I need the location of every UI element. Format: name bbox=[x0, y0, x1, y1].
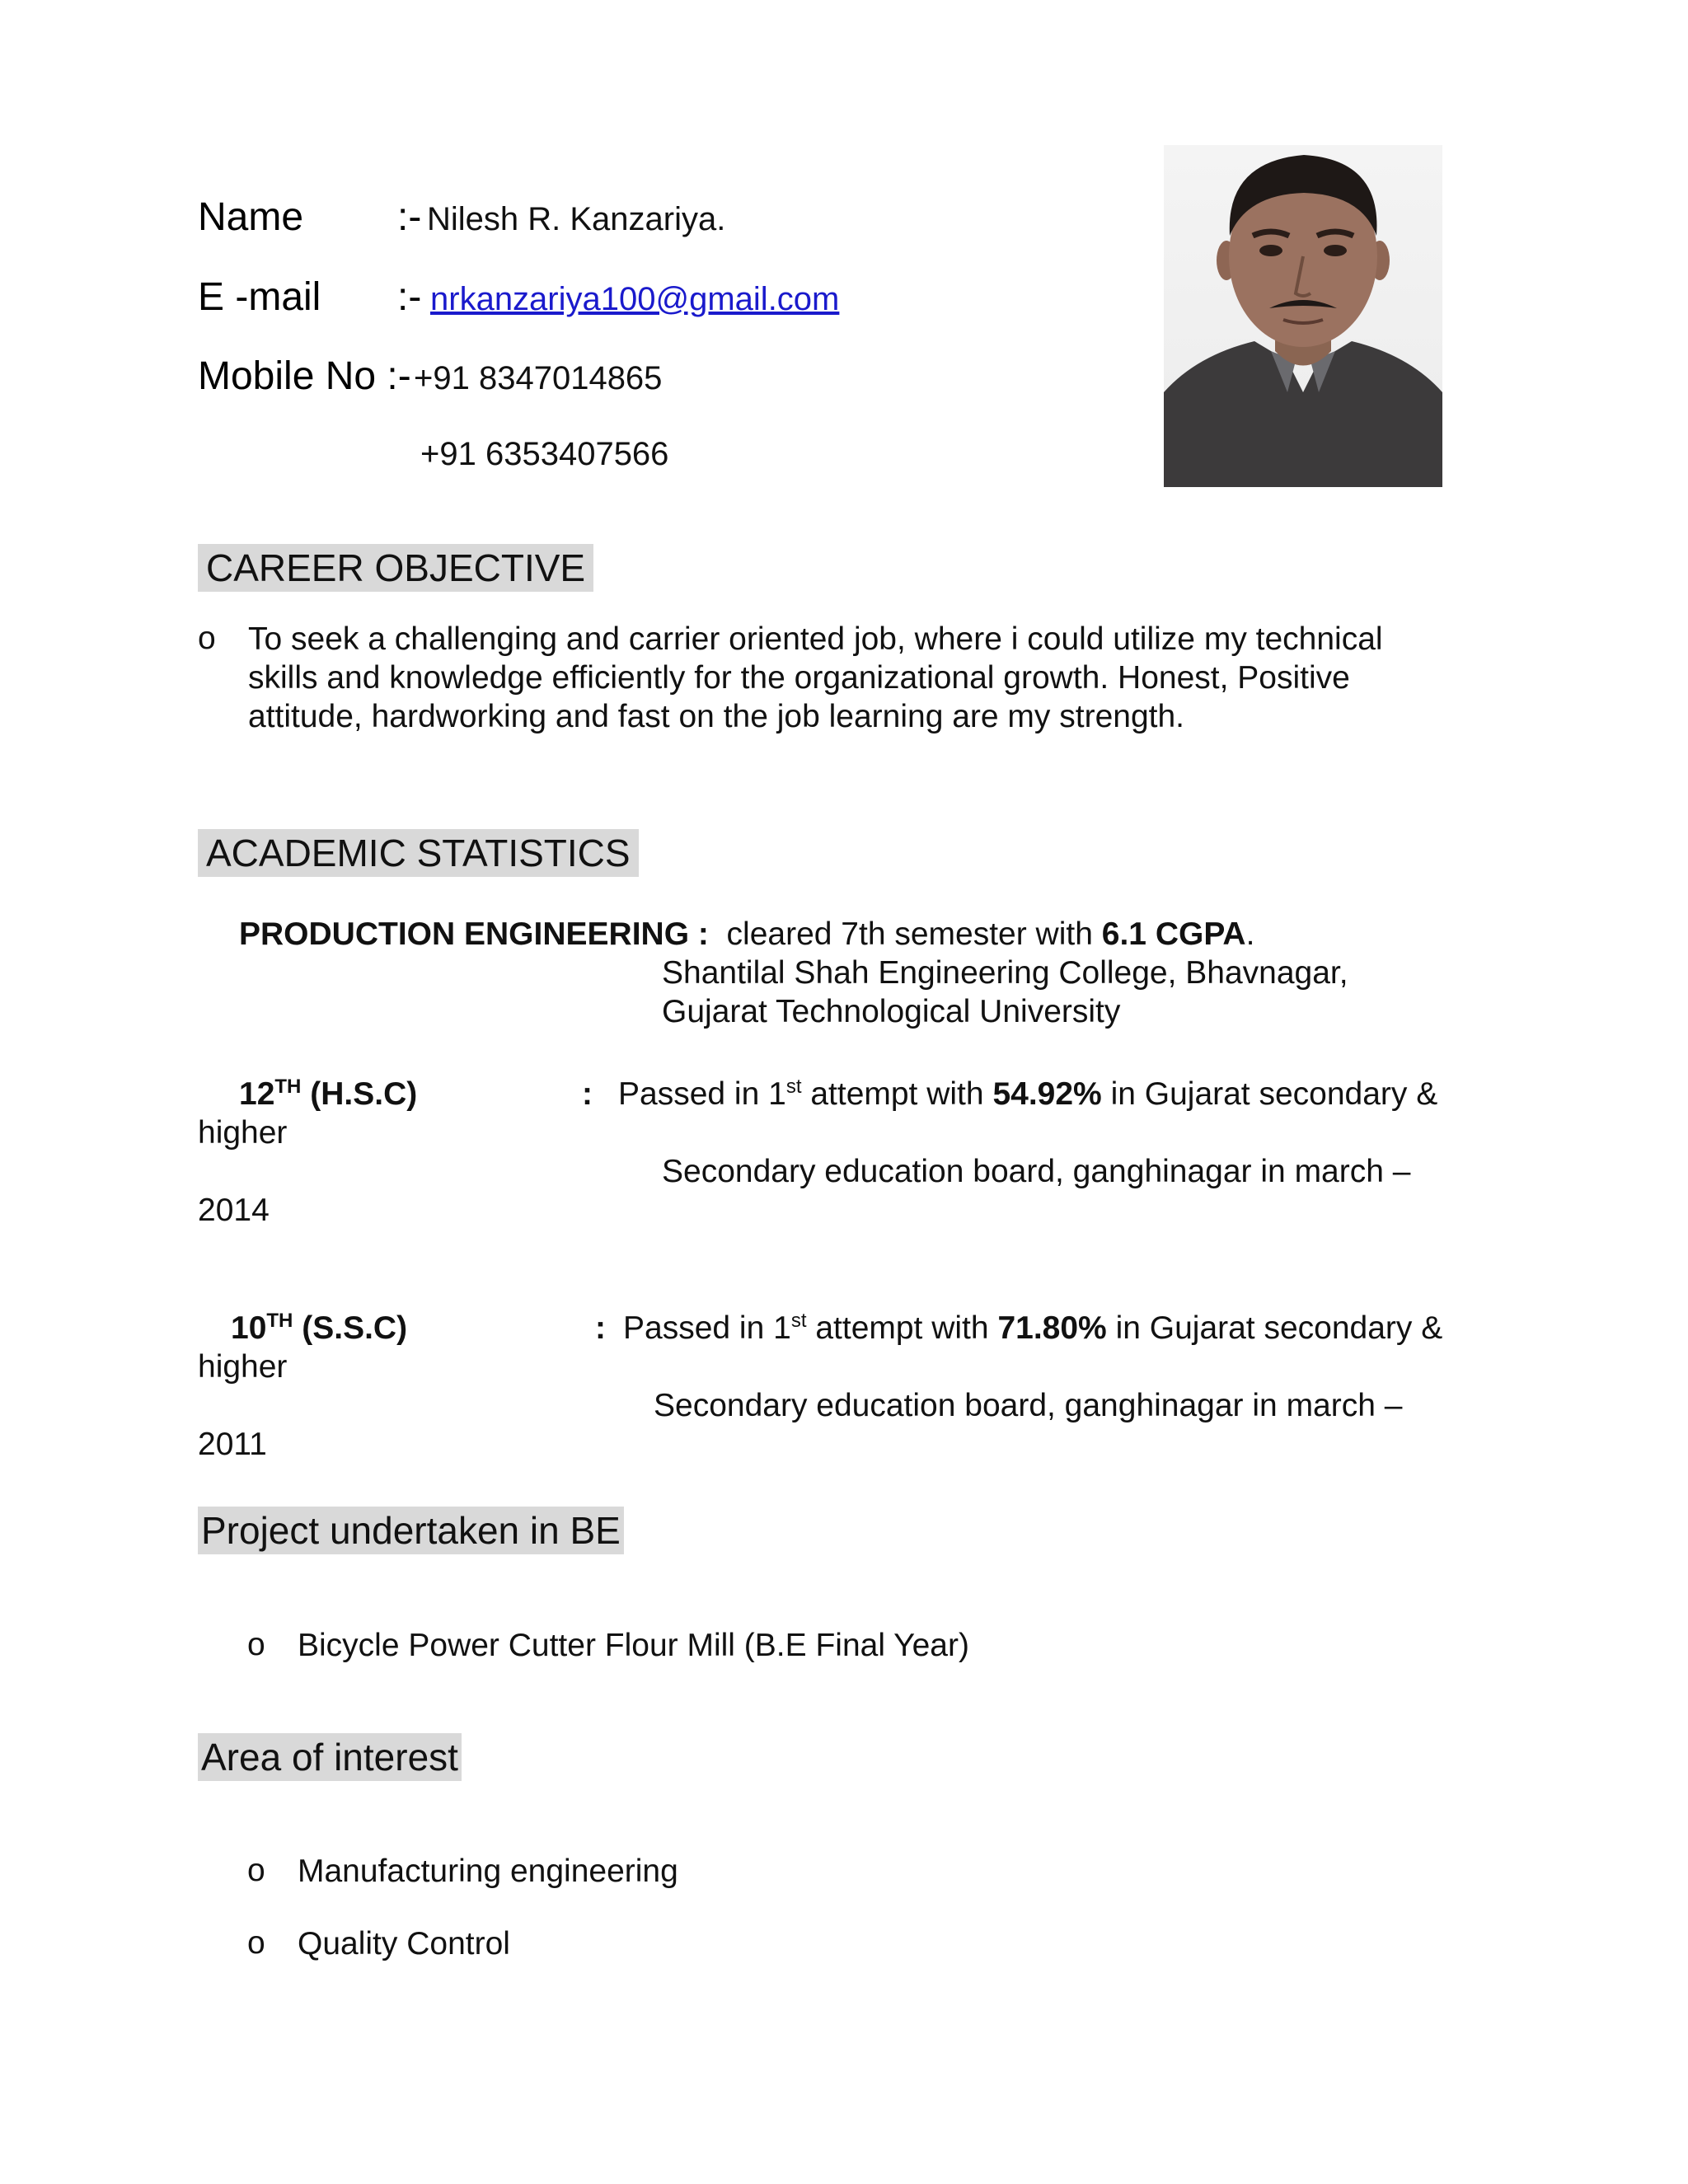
career-objective-heading: CAREER OBJECTIVE bbox=[198, 544, 593, 592]
career-bullet: o bbox=[198, 621, 216, 656]
interest-heading: Area of interest bbox=[198, 1733, 462, 1781]
interest-item-2: Quality Control bbox=[298, 1926, 510, 1961]
ssc-board: Secondary education board, ganghinagar in march – bbox=[654, 1388, 1403, 1423]
ssc-label bbox=[231, 1309, 407, 1347]
project-heading: Project undertaken in BE bbox=[198, 1507, 624, 1554]
hsc-wrap-1: higher bbox=[198, 1115, 288, 1151]
name-separator: :- bbox=[397, 195, 422, 239]
career-line-2: skills and knowledge efficiently for the organizational growth. Honest, Positive bbox=[248, 660, 1350, 696]
hsc-result: Passed in 1st attempt with 54.92% in Gujarat secondary & bbox=[618, 1076, 1438, 1112]
mobile-number-1: +91 8347014865 bbox=[414, 360, 663, 396]
be-cgpa: 6.1 CGPA bbox=[1101, 916, 1246, 952]
be-university: Gujarat Technological University bbox=[662, 994, 1121, 1029]
mobile-number-2: +91 6353407566 bbox=[420, 436, 669, 472]
name-label: Name bbox=[198, 195, 304, 239]
ssc-num: 10 bbox=[231, 1310, 267, 1346]
hsc-num: 12 bbox=[239, 1076, 275, 1112]
academic-statistics-heading: ACADEMIC STATISTICS bbox=[198, 829, 639, 877]
hsc-board: Secondary education board, ganghinagar in march – bbox=[662, 1154, 1411, 1189]
ssc-result: Passed in 1st attempt with 71.80% in Gujarat secondary & bbox=[623, 1310, 1443, 1346]
be-college: Shantilal Shah Engineering College, Bhavnagar, bbox=[662, 955, 1348, 991]
project-item: Bicycle Power Cutter Flour Mill (B.E Final Year) bbox=[298, 1628, 969, 1663]
interest-bullet-1: o bbox=[247, 1853, 265, 1888]
mobile-label: Mobile No :- bbox=[198, 354, 411, 398]
profile-photo bbox=[1164, 145, 1442, 487]
hsc-percent: 54.92% bbox=[992, 1076, 1102, 1112]
name-value: Nilesh R. Kanzariya. bbox=[427, 201, 726, 237]
hsc-title: (H.S.C) bbox=[310, 1076, 418, 1112]
career-line-1: To seek a challenging and carrier oriented job, where i could utilize my technical bbox=[248, 621, 1383, 657]
hsc-separator: : bbox=[582, 1076, 593, 1112]
interest-bullet-2: o bbox=[247, 1925, 265, 1961]
ssc-sup: TH bbox=[266, 1310, 293, 1332]
email-separator: :- bbox=[397, 275, 422, 319]
ssc-percent: 71.80% bbox=[997, 1310, 1107, 1346]
project-bullet: o bbox=[247, 1627, 265, 1662]
ssc-title: (S.S.C) bbox=[302, 1310, 408, 1346]
ssc-wrap-1: higher bbox=[198, 1349, 288, 1385]
interest-item-1: Manufacturing engineering bbox=[298, 1854, 678, 1889]
be-text: cleared 7th semester with bbox=[726, 916, 1093, 952]
career-line-3: attitude, hardworking and fast on the job learning are my strength. bbox=[248, 699, 1185, 734]
hsc-label bbox=[239, 1075, 417, 1113]
hsc-sup: TH bbox=[274, 1076, 302, 1098]
email-link[interactable]: nrkanzariya100@gmail.com bbox=[430, 281, 840, 317]
ssc-year: 2011 bbox=[198, 1427, 267, 1462]
ssc-separator: : bbox=[595, 1310, 606, 1346]
email-label: E -mail bbox=[198, 275, 321, 319]
hsc-year: 2014 bbox=[198, 1193, 270, 1228]
be-period: . bbox=[1245, 916, 1255, 952]
be-entry bbox=[239, 915, 1254, 954]
be-label: PRODUCTION ENGINEERING : bbox=[239, 916, 709, 952]
